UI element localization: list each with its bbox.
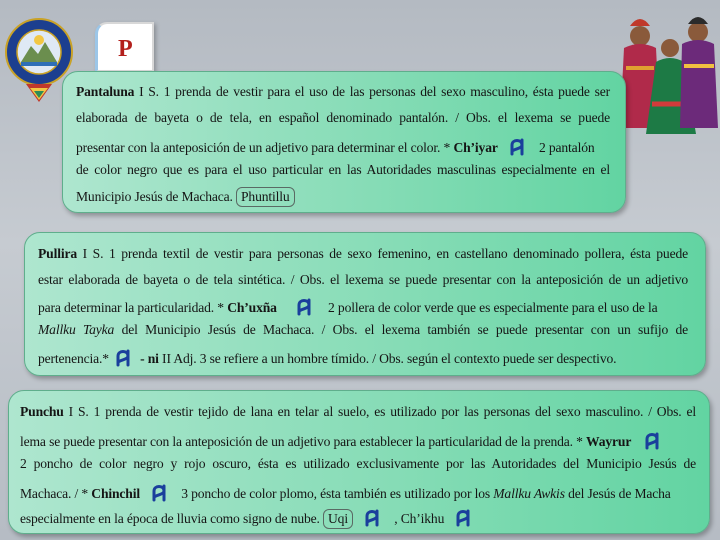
entry-line-text: 2 poncho de color negro y rojo oscuro, ésta es utilizado exclusivamente por las Autoridades del Municipio Jesús de (20, 456, 696, 471)
entry-line-text: elaborada de bayeta o de tela, en español denominado pantalón. / Obs. el lexema se puede (76, 110, 610, 125)
entry-line (38, 347, 688, 369)
entry-line (20, 430, 696, 452)
entry-line-text: Machaca. / * (20, 486, 92, 501)
entry-line (76, 187, 610, 207)
entry-line-text: del Municipio Jesús de Machaca. / Obs. el lexema también se puede presentar con un sufijo de (114, 322, 689, 337)
entry-line-text: para determinar la particularidad. * (38, 300, 228, 315)
entry-term: Pullira (38, 246, 77, 261)
tilde-symbol-icon (361, 507, 383, 529)
entry-line-text: II Adj. 3 se refiere a un hombre tímido. / Obs. según el contexto puede ser despectivo. (158, 351, 617, 366)
tilde-symbol-icon (452, 507, 474, 529)
entry-line-text: , Ch’ikhu (390, 511, 445, 526)
entry-line (76, 84, 610, 100)
entry-line-text: 2 pantalón (535, 140, 595, 155)
entry-line-text: 3 poncho de color plomo, ésta también es utilizado por los (177, 486, 494, 501)
entry-line (20, 482, 696, 504)
variant-term: Ch’iyar (453, 140, 498, 155)
entry-line (76, 162, 610, 178)
entry-line-text: estar elaborada de bayeta o de tela sintética. / Obs. el lexema se puede presentar con la anteposición de un adjetivo (38, 272, 688, 287)
entry-line-text: I S. 1 prenda de vestir para el uso de las personas del sexo masculino, ésta puede ser (134, 84, 610, 99)
entry-line (38, 246, 688, 262)
entry-line-text: especialmente en la época de lluvia como signo de nube. (20, 511, 324, 526)
entry-term: Pantaluna (76, 84, 135, 99)
entry-line (20, 456, 696, 472)
variant-term: Ch’uxña (227, 300, 277, 315)
italic-term: Mallku Awkis (493, 486, 565, 501)
letter-heading: P (118, 36, 133, 62)
variant-term: Wayrur (586, 434, 632, 449)
cross-reference: Phuntillu (236, 187, 295, 207)
letter-tab (95, 22, 154, 72)
entry-line-text: I S. 1 prenda textil de vestir para personas de sexo femenino, en castellano denominado pollera, ésta puede (76, 246, 688, 261)
entry-line-text: pertenencia.* (38, 351, 113, 366)
tilde-symbol-icon (112, 347, 134, 369)
entry-line (20, 507, 696, 529)
entry-line-text: del Jesús de Macha (564, 486, 671, 501)
entry-line-text: de color negro que es para el uso particular en las Autoridades masculinas especialmente en el (76, 162, 610, 177)
entry-line (38, 296, 688, 318)
illustration-people-icon (612, 8, 720, 144)
variant-term: Chinchil (91, 486, 140, 501)
tilde-symbol-icon (506, 136, 528, 158)
entry-line-text: Municipio Jesús de Machaca. (76, 189, 237, 204)
entry-line (76, 110, 610, 126)
entry-line (76, 136, 610, 158)
entry-line-text: I S. 1 prenda de vestir tejido de lana en telar al suelo, es utilizado por las personas del sexo masculino. / Obs. el (63, 404, 696, 419)
italic-term: Mallku Tayka (38, 322, 115, 337)
tilde-symbol-icon (641, 430, 663, 452)
entry-term: Punchu (20, 404, 64, 419)
tilde-symbol-icon (148, 482, 170, 504)
entry-line (38, 272, 688, 288)
entry-line-text: presentar con la anteposición de un adjetivo para determinar el color. * (76, 140, 454, 155)
entry-line-text: 2 pollera de color verde que es especialmente para el uso de la (324, 300, 658, 315)
entry-line-text: lema se puede presentar con la anteposición de un adjetivo para establecer la particularidad de la prenda. * (20, 434, 587, 449)
cross-reference: Uqi (323, 509, 353, 529)
entry-line (38, 322, 688, 338)
tilde-symbol-icon (293, 296, 315, 318)
suffix-term: - ni (140, 351, 159, 366)
entry-line (20, 404, 696, 420)
